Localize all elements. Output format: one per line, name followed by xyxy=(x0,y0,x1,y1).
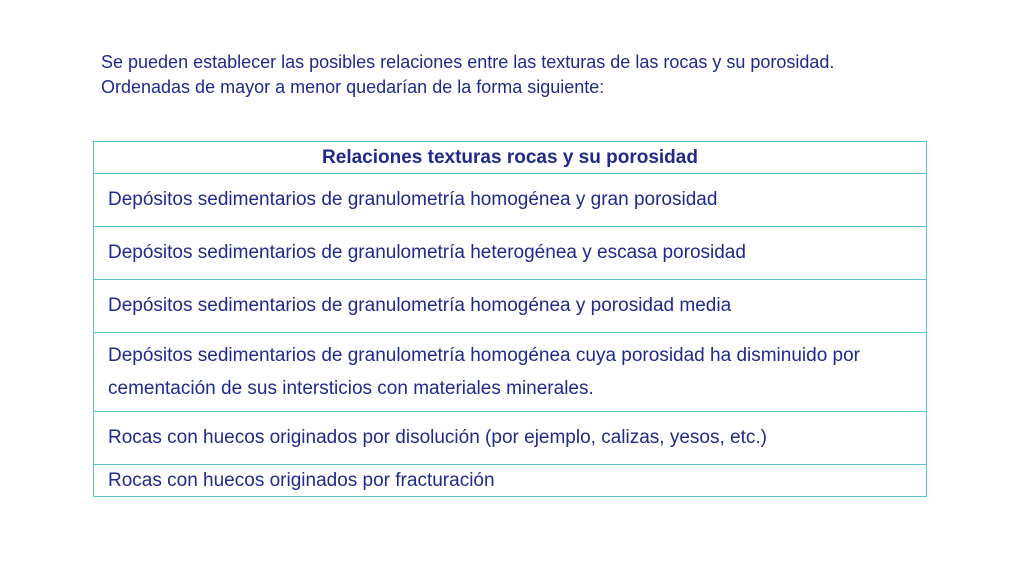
table-row xyxy=(94,465,927,497)
table-row xyxy=(94,227,927,280)
table-header-row xyxy=(94,142,927,174)
intro-line-1: Se pueden establecer las posibles relaciones entre las texturas de las rocas y su porosidad. xyxy=(101,52,835,72)
table-cell: Rocas con huecos originados por disolución (por ejemplo, calizas, yesos, etc.) xyxy=(94,412,927,465)
table-cell: Rocas con huecos originados por fracturación xyxy=(94,465,927,497)
table-cell: Depósitos sedimentarios de granulometría homogénea y gran porosidad xyxy=(94,174,927,227)
table-header: Relaciones texturas rocas y su porosidad xyxy=(94,142,927,174)
table-row xyxy=(94,280,927,333)
intro-line-2: Ordenadas de mayor a menor quedarían de la forma siguiente: xyxy=(101,77,605,97)
table-cell: Depósitos sedimentarios de granulometría heterogénea y escasa porosidad xyxy=(94,227,927,280)
table-row xyxy=(94,412,927,465)
table-row xyxy=(94,333,927,412)
table-cell: Depósitos sedimentarios de granulometría homogénea y porosidad media xyxy=(94,280,927,333)
table-cell: Depósitos sedimentarios de granulometría homogénea cuya porosidad ha disminuido por cementación de sus intersticios con materiales minerales. xyxy=(94,333,927,412)
table-row xyxy=(94,174,927,227)
porosity-table xyxy=(93,141,927,497)
intro-text xyxy=(101,50,921,100)
